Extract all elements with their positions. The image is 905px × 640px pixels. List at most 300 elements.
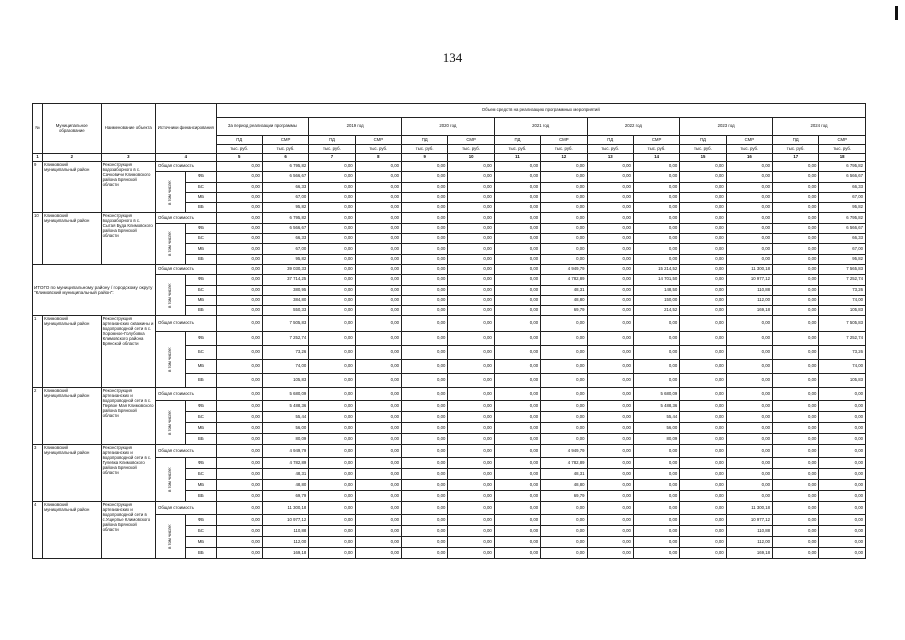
value-cell: 0,00: [633, 223, 679, 233]
value-cell: 0,00: [819, 412, 866, 423]
value-cell: 0,00: [216, 316, 262, 332]
header-unit: тыс. руб.: [355, 145, 401, 154]
municipality-name: Климовский муниципальный район: [43, 502, 101, 559]
value-cell: 0,00: [726, 223, 772, 233]
object-name: Реконструкция артезианских и водопроводной сети в с.Ущерпье Климовского района Брянской области: [101, 502, 155, 559]
value-cell: 0,00: [587, 213, 633, 223]
value-cell: 0,00: [726, 458, 772, 469]
value-cell: 0,00: [402, 374, 448, 388]
value-cell: 0,00: [355, 306, 401, 316]
value-cell: 0,00: [448, 203, 494, 213]
value-cell: 6 795,82: [262, 213, 308, 223]
header-sub-pd: ПД: [773, 136, 819, 145]
object-name: Реконструкция артезианских и водопроводной сети в с. Гулевка Климовского района Брянской области: [101, 445, 155, 502]
value-cell: 0,00: [355, 275, 401, 285]
value-cell: 0,00: [726, 254, 772, 264]
header-unit: тыс. руб.: [773, 145, 819, 154]
value-cell: 0,00: [448, 346, 494, 360]
value-cell: 0,00: [587, 223, 633, 233]
value-cell: 80,09: [262, 434, 308, 445]
table-row: [33, 223, 866, 233]
value-cell: 0,00: [680, 192, 726, 202]
value-cell: 0,00: [355, 162, 401, 172]
value-cell: 0,00: [726, 203, 772, 213]
value-cell: 0,00: [355, 434, 401, 445]
value-cell: 0,00: [494, 223, 540, 233]
value-cell: 0,00: [216, 306, 262, 316]
value-cell: 0,00: [448, 264, 494, 274]
funding-source: ВБ: [186, 374, 216, 388]
value-cell: 110,88: [726, 526, 772, 537]
value-cell: 0,00: [448, 234, 494, 244]
value-cell: 0,00: [587, 162, 633, 172]
header-group-title: Объем средств на реализацию программных мероприятий: [216, 104, 865, 118]
value-cell: 0,00: [541, 172, 587, 182]
value-cell: 0,00: [309, 213, 355, 223]
page-number: 134: [442, 50, 463, 65]
value-cell: 66,33: [819, 234, 866, 244]
value-cell: 0,00: [633, 332, 679, 346]
value-cell: 0,00: [494, 332, 540, 346]
value-cell: 0,00: [773, 306, 819, 316]
value-cell: 95,82: [819, 254, 866, 264]
header-index-cell: 7: [309, 154, 355, 162]
header-index-cell: 11: [494, 154, 540, 162]
header-index-cell: 17: [773, 154, 819, 162]
value-cell: 0,00: [773, 203, 819, 213]
value-cell: 0,00: [216, 515, 262, 526]
value-cell: 550,33: [262, 306, 308, 316]
value-cell: 0,00: [216, 537, 262, 548]
value-cell: 0,00: [587, 515, 633, 526]
value-cell: 0,00: [355, 182, 401, 192]
funding-source: МБ: [186, 244, 216, 254]
value-cell: 0,00: [494, 480, 540, 491]
value-cell: 0,00: [355, 526, 401, 537]
value-cell: 0,00: [587, 254, 633, 264]
table-row: [33, 332, 866, 346]
value-cell: 0,00: [216, 346, 262, 360]
value-cell: 0,00: [819, 388, 866, 401]
value-cell: 0,00: [309, 445, 355, 458]
value-cell: 0,00: [402, 264, 448, 274]
header-period: За период реализации программы: [216, 118, 309, 136]
value-cell: 0,00: [587, 480, 633, 491]
value-cell: 0,00: [587, 285, 633, 295]
value-cell: 4 782,89: [541, 275, 587, 285]
value-cell: 56,00: [262, 423, 308, 434]
value-cell: 95,82: [262, 203, 308, 213]
value-cell: 0,00: [448, 192, 494, 202]
value-cell: 0,00: [216, 162, 262, 172]
value-cell: 0,00: [541, 254, 587, 264]
value-cell: 0,00: [494, 254, 540, 264]
funding-source: БС: [186, 285, 216, 295]
header-sub-pd: ПД: [216, 136, 262, 145]
value-cell: 0,00: [448, 502, 494, 515]
value-cell: 4 782,89: [541, 458, 587, 469]
value-cell: 0,00: [541, 537, 587, 548]
value-cell: 0,00: [819, 469, 866, 480]
value-cell: 0,00: [216, 234, 262, 244]
value-cell: 0,00: [448, 172, 494, 182]
value-cell: 0,00: [309, 458, 355, 469]
municipality-name: Климовский муниципальный район: [43, 445, 101, 502]
value-cell: 0,00: [448, 162, 494, 172]
in-that-text: в том числе:: [167, 231, 173, 257]
value-cell: 112,00: [726, 537, 772, 548]
value-cell: 0,00: [402, 401, 448, 412]
funding-source: БС: [186, 182, 216, 192]
value-cell: 110,88: [726, 285, 772, 295]
value-cell: 0,00: [541, 401, 587, 412]
value-cell: 0,00: [773, 491, 819, 502]
value-cell: 73,26: [262, 346, 308, 360]
value-cell: 0,00: [773, 401, 819, 412]
value-cell: 0,00: [309, 244, 355, 254]
financing-table: [32, 103, 866, 559]
value-cell: 0,00: [355, 172, 401, 182]
table-row: [33, 401, 866, 412]
row-number: 10: [33, 213, 43, 264]
value-cell: 0,00: [680, 480, 726, 491]
value-cell: 69,79: [541, 491, 587, 502]
value-cell: 0,00: [587, 306, 633, 316]
value-cell: 0,00: [494, 346, 540, 360]
value-cell: 0,00: [587, 458, 633, 469]
municipality-name: Климовский муниципальный район: [43, 388, 101, 445]
value-cell: 0,00: [726, 412, 772, 423]
header-unit: тыс. руб.: [680, 145, 726, 154]
value-cell: 0,00: [309, 412, 355, 423]
value-cell: 0,00: [402, 213, 448, 223]
funding-source: ФБ: [186, 401, 216, 412]
value-cell: 0,00: [494, 423, 540, 434]
value-cell: 74,00: [819, 360, 866, 374]
header-unit: тыс. руб.: [262, 145, 308, 154]
value-cell: 0,00: [448, 213, 494, 223]
value-cell: 0,00: [726, 192, 772, 202]
value-cell: 0,00: [494, 502, 540, 515]
header-object: Наименование объекта: [101, 104, 155, 154]
value-cell: 0,00: [309, 360, 355, 374]
value-cell: 0,00: [541, 515, 587, 526]
value-cell: 0,00: [680, 213, 726, 223]
table-row: [33, 316, 866, 332]
value-cell: 15 214,52: [633, 264, 679, 274]
value-cell: 0,00: [494, 374, 540, 388]
in-that-text: в том числе:: [167, 410, 173, 436]
value-cell: 0,00: [355, 234, 401, 244]
value-cell: 0,00: [680, 275, 726, 285]
value-cell: 0,00: [726, 213, 772, 223]
value-cell: 0,00: [680, 537, 726, 548]
value-cell: 0,00: [680, 515, 726, 526]
value-cell: 169,18: [726, 548, 772, 559]
value-cell: 0,00: [680, 285, 726, 295]
table-row: [33, 172, 866, 182]
header-period: 2023 год: [680, 118, 773, 136]
value-cell: 105,83: [262, 374, 308, 388]
value-cell: 0,00: [355, 203, 401, 213]
header-index-cell: 9: [402, 154, 448, 162]
value-cell: 6 795,82: [819, 213, 866, 223]
value-cell: 0,00: [819, 526, 866, 537]
value-cell: 0,00: [402, 526, 448, 537]
value-cell: 0,00: [494, 203, 540, 213]
value-cell: 105,83: [819, 306, 866, 316]
value-cell: 7 505,83: [262, 316, 308, 332]
value-cell: 0,00: [819, 548, 866, 559]
in-that-label: [156, 515, 186, 559]
value-cell: 0,00: [309, 388, 355, 401]
value-cell: 0,00: [309, 172, 355, 182]
total-cost-label: Общая стоимость: [156, 502, 217, 515]
value-cell: 0,00: [680, 445, 726, 458]
value-cell: 0,00: [494, 275, 540, 285]
value-cell: 0,00: [587, 203, 633, 213]
value-cell: 0,00: [355, 412, 401, 423]
value-cell: 0,00: [587, 360, 633, 374]
value-cell: 0,00: [494, 182, 540, 192]
funding-source: МБ: [186, 537, 216, 548]
funding-source: ФБ: [186, 275, 216, 285]
value-cell: 0,00: [216, 434, 262, 445]
value-cell: 0,00: [355, 469, 401, 480]
value-cell: 0,00: [819, 537, 866, 548]
value-cell: 0,00: [402, 275, 448, 285]
value-cell: 0,00: [448, 469, 494, 480]
value-cell: 0,00: [680, 423, 726, 434]
value-cell: 7 565,83: [819, 264, 866, 274]
header-unit: тыс. руб.: [541, 145, 587, 154]
value-cell: 0,00: [633, 254, 679, 264]
object-name: Реконструкция артезианских скважины и водопроводной сети в с. Хоромное-Голубовка Климовского района Брянской области: [101, 316, 155, 388]
value-cell: 67,00: [262, 192, 308, 202]
value-cell: 0,00: [309, 264, 355, 274]
value-cell: 6 566,67: [819, 223, 866, 233]
value-cell: 0,00: [587, 374, 633, 388]
value-cell: 0,00: [402, 423, 448, 434]
itogo-row: [33, 264, 866, 274]
value-cell: 66,33: [819, 182, 866, 192]
header-index-cell: 5: [216, 154, 262, 162]
value-cell: 0,00: [309, 537, 355, 548]
value-cell: 0,00: [448, 374, 494, 388]
value-cell: 73,26: [819, 285, 866, 295]
value-cell: 0,00: [494, 244, 540, 254]
funding-source: МБ: [186, 192, 216, 202]
value-cell: 0,00: [680, 332, 726, 346]
value-cell: 0,00: [773, 182, 819, 192]
header-index: [33, 154, 866, 162]
value-cell: 0,00: [309, 423, 355, 434]
value-cell: 0,00: [541, 192, 587, 202]
funding-source: ВБ: [186, 254, 216, 264]
value-cell: 67,00: [819, 244, 866, 254]
value-cell: 0,00: [448, 412, 494, 423]
value-cell: 0,00: [494, 434, 540, 445]
value-cell: 0,00: [402, 502, 448, 515]
value-cell: 0,00: [355, 223, 401, 233]
table-row: [33, 502, 866, 515]
value-cell: 0,00: [494, 295, 540, 305]
value-cell: 0,00: [355, 515, 401, 526]
value-cell: 0,00: [680, 434, 726, 445]
value-cell: 0,00: [309, 192, 355, 202]
edge-mark: [895, 6, 898, 20]
value-cell: 150,00: [633, 295, 679, 305]
funding-source: БС: [186, 346, 216, 360]
value-cell: 380,95: [262, 285, 308, 295]
value-cell: 0,00: [680, 234, 726, 244]
value-cell: 0,00: [587, 316, 633, 332]
in-that-label: [156, 223, 186, 264]
value-cell: 0,00: [494, 469, 540, 480]
value-cell: 48,80: [262, 480, 308, 491]
value-cell: 0,00: [726, 374, 772, 388]
value-cell: 0,00: [680, 295, 726, 305]
value-cell: 0,00: [402, 162, 448, 172]
header-index-cell: 12: [541, 154, 587, 162]
header-index-cell: 13: [587, 154, 633, 162]
header-sub-pd: ПД: [494, 136, 540, 145]
value-cell: 0,00: [773, 244, 819, 254]
value-cell: 0,00: [355, 480, 401, 491]
value-cell: 0,00: [680, 412, 726, 423]
funding-source: ВБ: [186, 548, 216, 559]
value-cell: 80,09: [633, 434, 679, 445]
value-cell: 0,00: [355, 502, 401, 515]
value-cell: 0,00: [494, 162, 540, 172]
value-cell: 0,00: [587, 264, 633, 274]
value-cell: 0,00: [402, 295, 448, 305]
header-index-cell: 16: [726, 154, 772, 162]
value-cell: 0,00: [216, 526, 262, 537]
value-cell: 0,00: [309, 203, 355, 213]
header-sub-pd: ПД: [402, 136, 448, 145]
value-cell: 0,00: [726, 346, 772, 360]
header-unit: тыс. руб.: [402, 145, 448, 154]
value-cell: 0,00: [494, 458, 540, 469]
value-cell: 0,00: [494, 548, 540, 559]
table-row: [33, 388, 866, 401]
value-cell: 0,00: [773, 434, 819, 445]
value-cell: 69,79: [262, 491, 308, 502]
value-cell: 48,31: [541, 285, 587, 295]
value-cell: 0,00: [726, 388, 772, 401]
value-cell: 0,00: [494, 285, 540, 295]
value-cell: 0,00: [402, 203, 448, 213]
value-cell: 0,00: [448, 526, 494, 537]
value-cell: 0,00: [448, 388, 494, 401]
value-cell: 0,00: [402, 469, 448, 480]
value-cell: 0,00: [494, 401, 540, 412]
value-cell: 0,00: [448, 306, 494, 316]
total-cost-label: Общая стоимость: [156, 388, 217, 401]
value-cell: 0,00: [587, 234, 633, 244]
value-cell: 74,00: [262, 360, 308, 374]
value-cell: 55,44: [262, 412, 308, 423]
header-period: 2020 год: [402, 118, 495, 136]
row-number: 9: [33, 162, 43, 213]
value-cell: 0,00: [402, 244, 448, 254]
value-cell: 0,00: [541, 332, 587, 346]
value-cell: 6 566,67: [819, 172, 866, 182]
object-name: Реконструкция водозаборного в с. Сачковичи Климовского района Брянской области: [101, 162, 155, 213]
value-cell: 0,00: [587, 275, 633, 285]
value-cell: 48,31: [541, 469, 587, 480]
row-number: 4: [33, 502, 43, 559]
object-name: Реконструкция артезианских и водопроводной сети в с. Первое Мая Климовского района Брянской области: [101, 388, 155, 445]
header-index-cell: 10: [448, 154, 494, 162]
value-cell: 169,18: [262, 548, 308, 559]
value-cell: 0,00: [448, 285, 494, 295]
row-number: 1: [33, 316, 43, 388]
value-cell: 0,00: [541, 213, 587, 223]
total-cost-label: Общая стоимость: [156, 162, 217, 172]
header-unit: тыс. руб.: [309, 145, 355, 154]
value-cell: 0,00: [633, 234, 679, 244]
value-cell: 0,00: [773, 469, 819, 480]
value-cell: 0,00: [541, 502, 587, 515]
value-cell: 0,00: [680, 254, 726, 264]
value-cell: 11 300,18: [262, 502, 308, 515]
value-cell: 0,00: [402, 537, 448, 548]
value-cell: 0,00: [402, 192, 448, 202]
value-cell: 0,00: [819, 480, 866, 491]
value-cell: 0,00: [633, 458, 679, 469]
value-cell: 0,00: [680, 548, 726, 559]
header-index-cell: 14: [633, 154, 679, 162]
value-cell: 0,00: [448, 332, 494, 346]
value-cell: 0,00: [587, 412, 633, 423]
value-cell: 0,00: [726, 244, 772, 254]
value-cell: 0,00: [541, 388, 587, 401]
total-cost-label: Общая стоимость: [156, 316, 217, 332]
value-cell: 0,00: [402, 480, 448, 491]
value-cell: 0,00: [494, 515, 540, 526]
value-cell: 0,00: [448, 491, 494, 502]
table-body: [33, 162, 866, 559]
table-row: [33, 515, 866, 526]
value-cell: 0,00: [494, 192, 540, 202]
value-cell: 0,00: [355, 458, 401, 469]
value-cell: 0,00: [494, 172, 540, 182]
value-cell: 7 252,74: [262, 332, 308, 346]
value-cell: 6 566,67: [262, 172, 308, 182]
value-cell: 0,00: [309, 234, 355, 244]
value-cell: 0,00: [402, 458, 448, 469]
value-cell: 0,00: [773, 458, 819, 469]
value-cell: 0,00: [726, 332, 772, 346]
value-cell: 169,18: [726, 306, 772, 316]
value-cell: 0,00: [726, 423, 772, 434]
value-cell: 0,00: [309, 491, 355, 502]
value-cell: 0,00: [402, 182, 448, 192]
value-cell: 0,00: [216, 360, 262, 374]
value-cell: 0,00: [448, 360, 494, 374]
value-cell: 0,00: [587, 172, 633, 182]
value-cell: 0,00: [494, 388, 540, 401]
value-cell: 0,00: [541, 316, 587, 332]
value-cell: 0,00: [309, 346, 355, 360]
value-cell: 0,00: [355, 537, 401, 548]
value-cell: 0,00: [309, 480, 355, 491]
value-cell: 0,00: [587, 401, 633, 412]
value-cell: 0,00: [680, 172, 726, 182]
value-cell: 95,82: [262, 254, 308, 264]
